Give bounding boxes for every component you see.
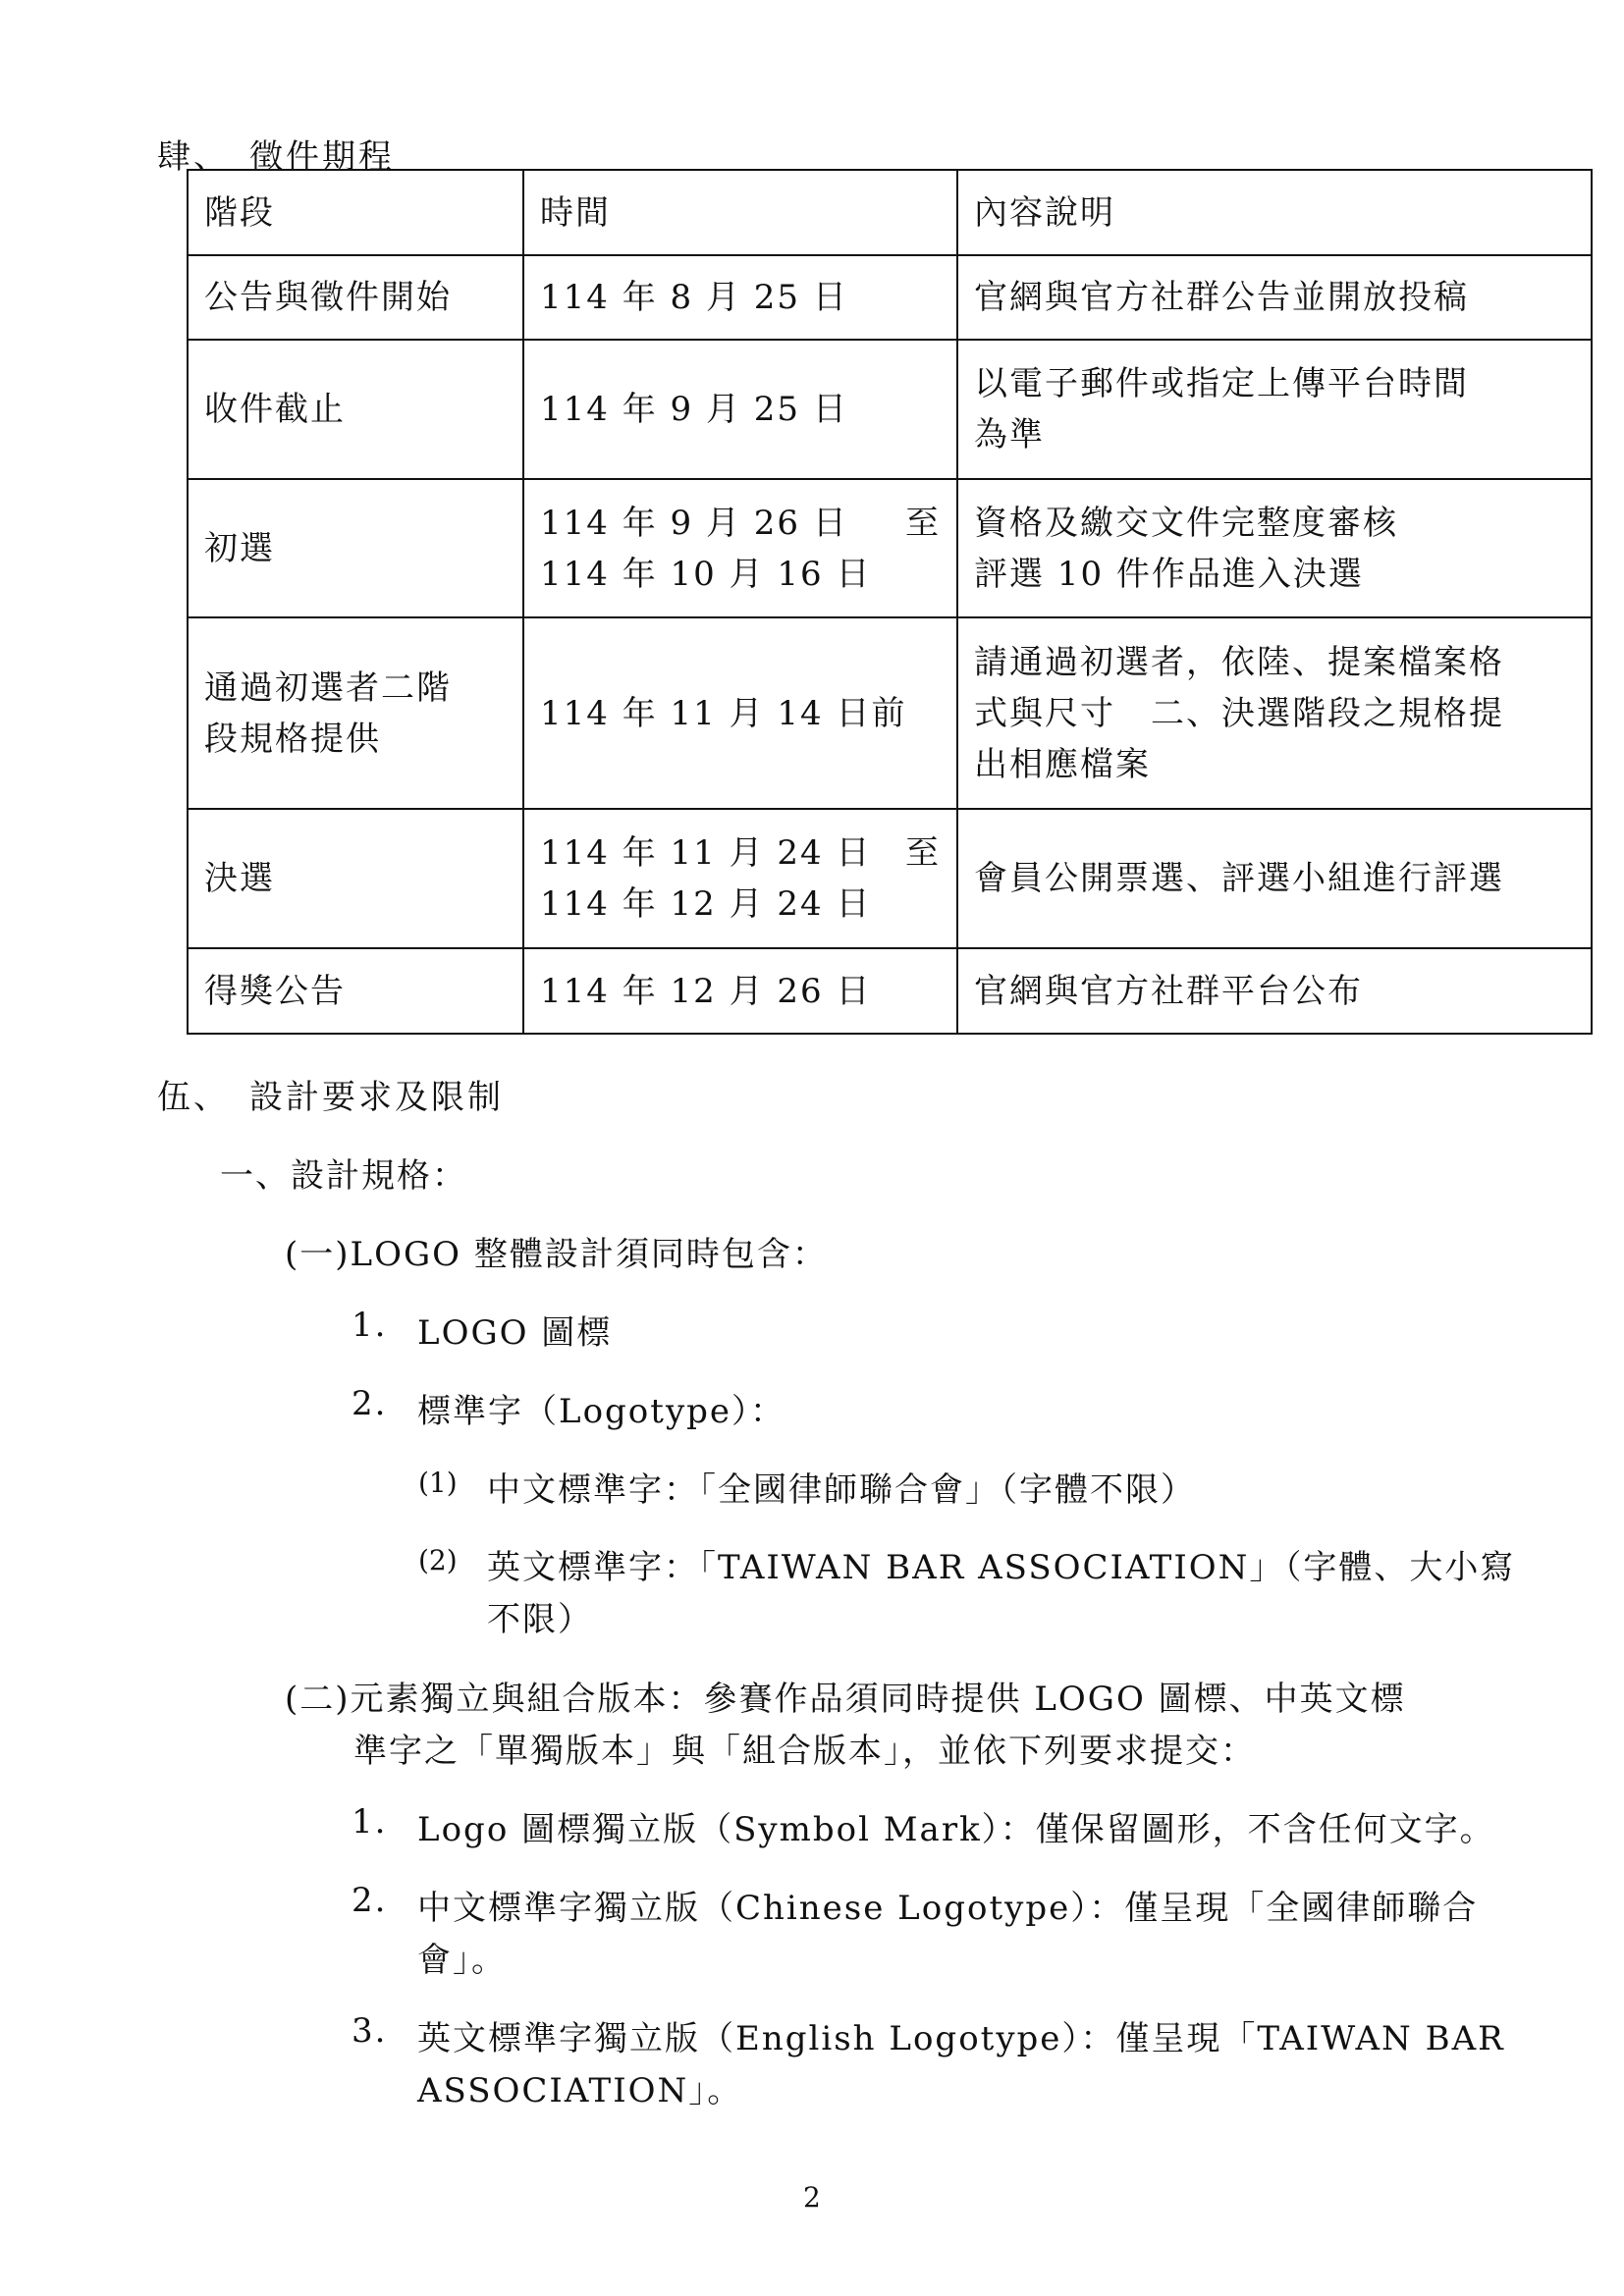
desc-cell: 會員公開票選、評選小組進行評選	[957, 809, 1592, 948]
stage-cell: 決選	[188, 809, 523, 948]
time-to: 至	[905, 503, 941, 543]
time-cell: 114 年 8 月 25 日	[523, 255, 957, 340]
time-cell	[523, 479, 957, 617]
desc-line: 式與尺寸 二、決選階段之規格提	[974, 693, 1504, 733]
table-row	[188, 617, 1592, 809]
item-number: 1.	[352, 1306, 388, 1345]
subitem-text: 英文標準字：「TAIWAN BAR ASSOCIATION」（字體、大小寫	[487, 1548, 1516, 1587]
table-header-row	[188, 170, 1592, 255]
desc-line: 為準	[974, 415, 1045, 454]
page-number: 2	[803, 2181, 821, 2214]
time-cell: 114 年 12 月 26 日	[523, 948, 957, 1034]
paragraph-heading: (二)元素獨立與組合版本：參賽作品須同時提供 LOGO 圖標、中英文標	[285, 1680, 1406, 1719]
item-text: Logo 圖標獨立版（Symbol Mark）：僅保留圖形，不含任何文字。	[417, 1810, 1495, 1849]
table-header-cell: 階段	[188, 170, 523, 255]
item-text: 中文標準字獨立版（Chinese Logotype）：僅呈現「全國律師聯合	[417, 1889, 1479, 1928]
time-line	[540, 828, 941, 879]
stage-cell: 收件截止	[188, 340, 523, 479]
stage-cell: 初選	[188, 479, 523, 617]
desc-cell	[957, 340, 1592, 479]
item-text: 英文標準字獨立版（English Logotype）：僅呈現「TAIWAN BAR	[417, 2019, 1505, 2058]
item-number: 2.	[352, 1881, 388, 1920]
time-line	[540, 498, 941, 549]
section-4-title: 肆、 徵件期程	[157, 137, 395, 177]
table-header-cell: 內容說明	[957, 170, 1592, 255]
subsection-title: 一、設計規格：	[220, 1156, 467, 1196]
table-row	[188, 340, 1592, 479]
subitem-text: 中文標準字：「全國律師聯合會」（字體不限）	[487, 1470, 1196, 1510]
stage-cell: 公告與徵件開始	[188, 255, 523, 340]
item-text-cont: 會」。	[417, 1941, 507, 1980]
schedule-table	[187, 169, 1593, 1035]
item-text-cont: ASSOCIATION」。	[417, 2071, 743, 2110]
desc-cell	[957, 479, 1592, 617]
item-number: 3.	[352, 2011, 388, 2051]
time-cell	[523, 809, 957, 948]
desc-line: 以電子郵件或指定上傳平台時間	[974, 364, 1469, 403]
desc-cell: 官網與官方社群公告並開放投稿	[957, 255, 1592, 340]
desc-line: 出相應檔案	[974, 744, 1151, 784]
stage-line: 通過初選者二階	[204, 667, 452, 708]
time-end: 114 年 10 月 16 日	[540, 554, 872, 594]
stage-line: 段規格提供	[204, 719, 381, 759]
item-number: 1.	[352, 1802, 388, 1842]
subitem-number: (1)	[418, 1467, 458, 1499]
stage-cell	[188, 617, 523, 809]
desc-line: 請通過初選者，依陸、提案檔案格	[974, 642, 1504, 682]
time-to: 至	[905, 833, 941, 873]
time-end: 114 年 12 月 24 日	[540, 884, 872, 924]
table-row	[188, 479, 1592, 617]
desc-cell	[957, 617, 1592, 809]
paragraph-cont: 準字之「單獨版本」與「組合版本」，並依下列要求提交：	[353, 1732, 1256, 1771]
paragraph-heading: (一)LOGO 整體設計須同時包含：	[285, 1235, 828, 1274]
subitem-number: (2)	[418, 1544, 458, 1576]
desc-cell: 官網與官方社群平台公布	[957, 948, 1592, 1034]
section-5-title: 伍、 設計要求及限制	[157, 1078, 504, 1117]
time-start: 114 年 11 月 24 日	[540, 833, 872, 873]
time-cell: 114 年 9 月 25 日	[523, 340, 957, 479]
time-cell: 114 年 11 月 14 日前	[523, 617, 957, 809]
stage-cell: 得獎公告	[188, 948, 523, 1034]
table-row	[188, 809, 1592, 948]
table-header-cell: 時間	[523, 170, 957, 255]
subitem-text-cont: 不限）	[487, 1600, 593, 1639]
item-text: 標準字（Logotype）：	[417, 1392, 786, 1431]
desc-line: 資格及繳交文件完整度審核	[974, 503, 1398, 543]
item-text: LOGO 圖標	[417, 1313, 613, 1353]
table-row	[188, 948, 1592, 1034]
desc-line: 評選 10 件作品進入決選	[974, 554, 1364, 594]
time-start: 114 年 9 月 26 日	[540, 503, 848, 543]
table-row	[188, 255, 1592, 340]
item-number: 2.	[352, 1384, 388, 1423]
